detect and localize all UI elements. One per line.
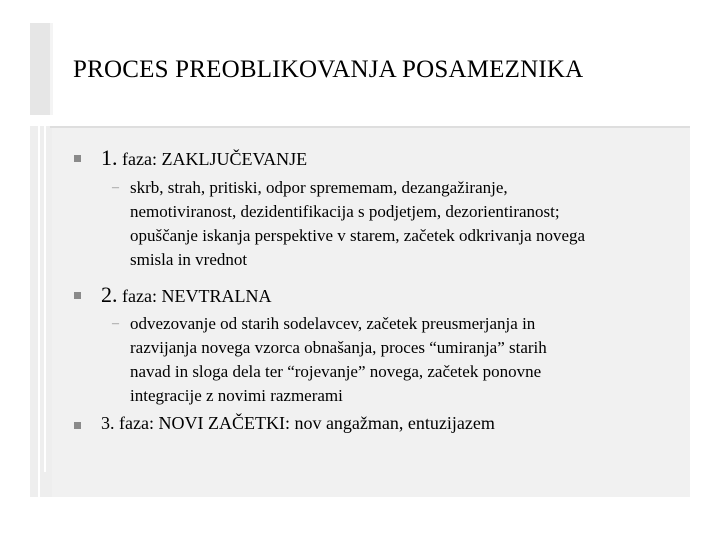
bullet-1-label: faza: ZAKLJUČEVANJE <box>122 149 308 169</box>
decorative-edge <box>44 126 46 472</box>
bullet-2 <box>101 282 271 308</box>
detail-line: navad in sloga dela ter “rojevanje” novega, začetek ponovne <box>130 362 542 381</box>
detail-line: opuščanje iskanja perspektive v starem, začetek odkrivanja novega <box>130 226 586 245</box>
decorative-edge <box>38 126 40 497</box>
bullet-1-number: 1. <box>101 145 118 170</box>
detail-line: razvijanja novega vzorca obnašanja, proces “umiranja” starih <box>130 338 547 357</box>
square-bullet-icon <box>74 155 81 162</box>
dash-bullet-icon: – <box>112 316 119 331</box>
bullet-1 <box>101 145 307 171</box>
detail-line: smisla in vrednot <box>130 250 248 269</box>
bullet-2-number: 2. <box>101 282 118 307</box>
title-divider <box>50 126 690 128</box>
bullet-2-details <box>130 312 690 408</box>
bullet-3: 3. faza: NOVI ZAČETKI: nov angažman, entuzijazem <box>101 413 495 433</box>
square-bullet-icon <box>74 292 81 299</box>
decorative-bar <box>30 23 52 115</box>
slide-title: PROCES PREOBLIKOVANJA POSAMEZNIKA <box>73 56 584 83</box>
square-bullet-icon <box>74 422 81 429</box>
dash-bullet-icon: – <box>112 180 119 195</box>
bullet-2-label: faza: NEVTRALNA <box>122 286 272 306</box>
detail-line: skrb, strah, pritiski, odpor sprememam, dezangažiranje, <box>130 178 508 197</box>
bullet-1-details <box>130 176 690 272</box>
detail-line: odvezovanje od starih sodelavcev, začetek preusmerjanja in <box>130 314 536 333</box>
decorative-bar-inner <box>50 23 53 115</box>
detail-line: integracije z novimi razmerami <box>130 386 343 405</box>
detail-line: nemotiviranost, dezidentifikacija s podjetjem, dezorientiranost; <box>130 202 560 221</box>
